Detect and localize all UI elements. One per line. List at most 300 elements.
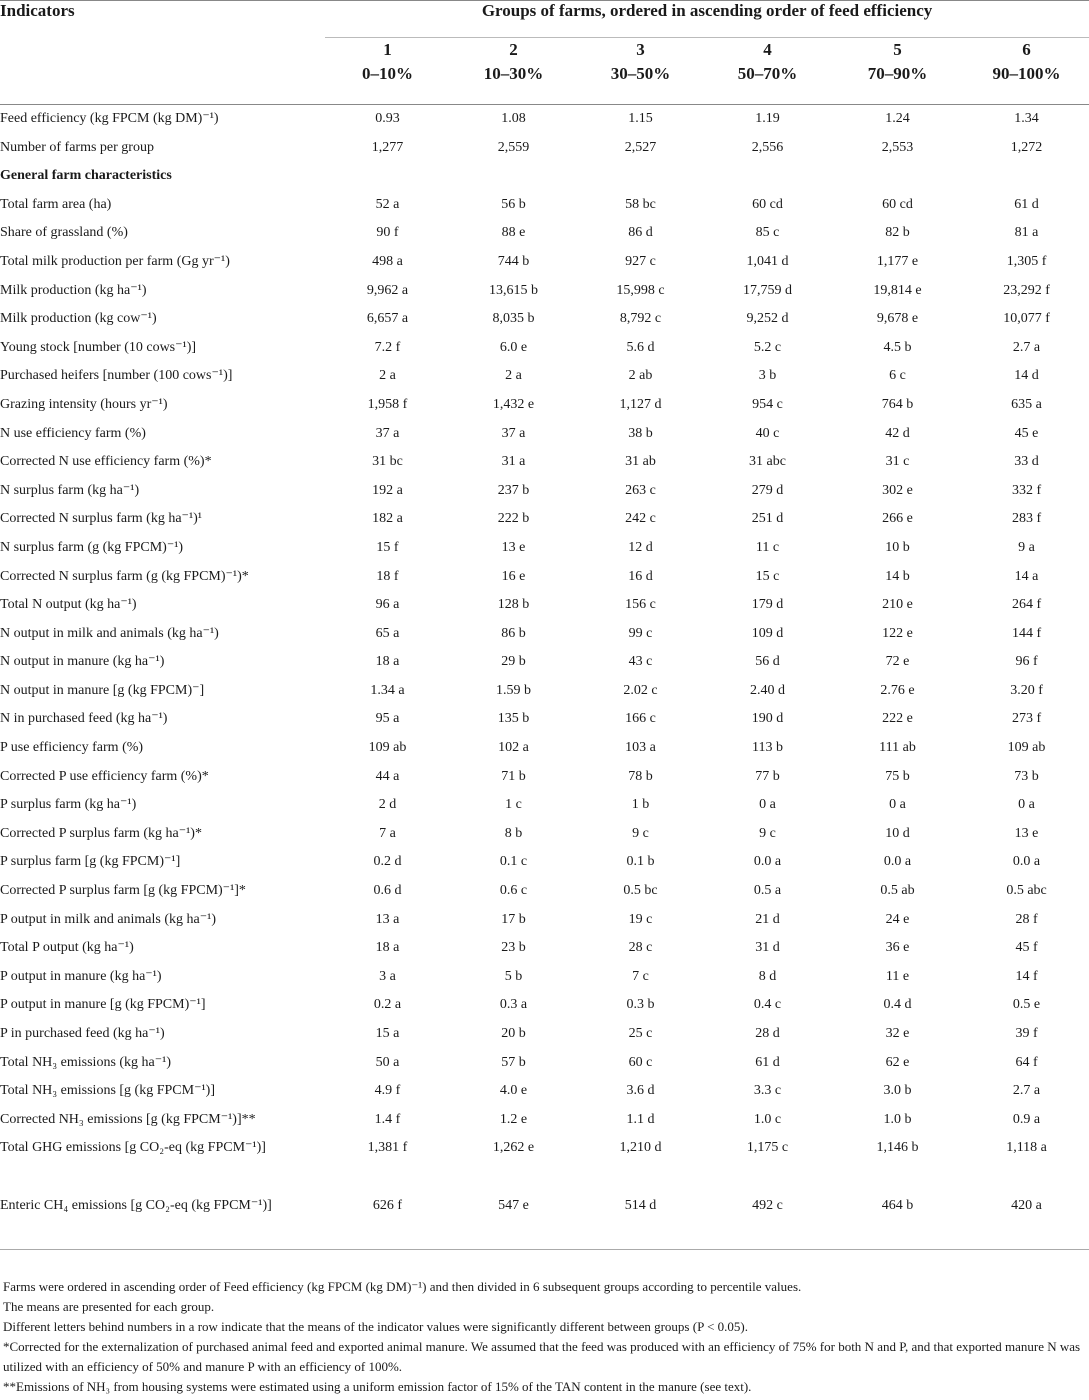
group-range: 70–90% <box>867 64 928 83</box>
indicators-header: Indicators <box>0 1 325 38</box>
group-6-value: 9 a <box>1018 539 1035 555</box>
group-6-value: 14 f <box>1015 968 1038 984</box>
group-1-value: 65 a <box>375 625 400 641</box>
group-4-value: 0 a <box>759 797 776 813</box>
group-6-value: 39 f <box>1015 1026 1038 1041</box>
group-3-value: 78 b <box>628 768 653 784</box>
group-4-value: 2.40 d <box>750 682 785 698</box>
indicator-label: Corrected N surplus farm (kg ha⁻¹)¹ <box>0 511 203 527</box>
group-3-value: 99 c <box>628 625 653 641</box>
group-header-5 <box>831 38 964 105</box>
group-1-value: 7 a <box>379 825 396 841</box>
group-4-value: 60 cd <box>752 196 783 212</box>
group-4-value: 2,556 <box>751 139 784 155</box>
group-6-value: 332 f <box>1011 482 1042 498</box>
indicator-label: N output in manure (kg ha⁻¹) <box>0 654 165 670</box>
group-1-value: 18 a <box>375 940 400 956</box>
group-2-value: 6.0 e <box>499 339 528 355</box>
group-2-value <box>450 162 577 191</box>
group-5-value: 0.0 a <box>883 854 912 870</box>
group-2-value: 102 a <box>498 740 529 756</box>
group-1-value: 626 f <box>372 1197 403 1213</box>
group-3-value: 2 ab <box>628 368 653 384</box>
group-1-value: 15 a <box>375 1026 400 1041</box>
group-header-2 <box>450 38 577 105</box>
group-4-value <box>704 162 831 191</box>
group-5-value: 2,553 <box>881 139 914 155</box>
indicator-label: N in purchased feed (kg ha⁻¹) <box>0 711 168 727</box>
note-ordering: Farms were ordered in ascending order of Feed efficiency (kg FPCM (kg DM)⁻¹) and then divided in 6 subsequent groups according to percentile values. <box>3 1279 802 1294</box>
group-5-value: 0.5 ab <box>880 883 915 899</box>
indicator-label: N surplus farm (g (kg FPCM)⁻¹) <box>0 539 184 555</box>
group-6-value: 81 a <box>1014 225 1039 241</box>
group-4-value: 1,175 c <box>746 1140 789 1156</box>
indicator-label: Corrected N surplus farm (g (kg FPCM)⁻¹)* <box>0 568 249 584</box>
group-4-value: 0.0 a <box>753 854 782 870</box>
group-2-value: 71 b <box>501 768 526 784</box>
table-row <box>0 677 1089 706</box>
group-2-value: 88 e <box>501 225 526 241</box>
group-5-value: 3.0 b <box>883 1083 912 1099</box>
table-row <box>0 505 1089 534</box>
group-3-value: 0.1 b <box>626 854 655 870</box>
group-6-value: 45 f <box>1015 940 1038 956</box>
indicator-label: P in purchased feed (kg ha⁻¹) <box>0 1026 165 1041</box>
group-2-value: 1.2 e <box>499 1111 528 1127</box>
group-5-value: 10 d <box>885 825 910 841</box>
group-2-value: 1,262 e <box>492 1140 535 1156</box>
group-1-value: 52 a <box>375 196 400 212</box>
indicator-label: Milk production (kg cow⁻¹) <box>0 311 157 327</box>
indicator-label: N use efficiency farm (%) <box>0 425 146 441</box>
indicator-label: Total P output (kg ha⁻¹) <box>0 940 134 956</box>
group-4-value: 5.2 c <box>753 339 782 355</box>
group-1-value: 1.4 f <box>374 1111 401 1127</box>
group-6-value: 264 f <box>1011 597 1042 613</box>
table-row <box>0 906 1089 935</box>
group-6-value: 0.0 a <box>1012 854 1041 870</box>
group-3-value: 0.5 bc <box>623 883 658 899</box>
indicator-label: Feed efficiency (kg FPCM (kg DM)⁻¹) <box>0 111 219 126</box>
table-row <box>0 448 1089 477</box>
group-3-value: 1,127 d <box>619 396 662 412</box>
group-2-value: 1.08 <box>501 111 526 126</box>
group-1-value: 9,962 a <box>366 282 409 298</box>
table-row <box>0 734 1089 763</box>
group-3-value: 12 d <box>628 539 653 555</box>
group-1-value: 2 d <box>378 797 397 813</box>
indicator-label: Corrected P surplus farm [g (kg FPCM)⁻¹]* <box>0 883 246 899</box>
group-6-value: 1,118 a <box>1006 1140 1047 1156</box>
note-means: The means are presented for each group. <box>3 1299 215 1314</box>
group-4-value: 21 d <box>755 911 780 927</box>
group-1-value: 192 a <box>372 482 403 498</box>
group-1-value: 3 a <box>379 968 396 984</box>
indicator-label: N surplus farm (kg ha⁻¹) <box>0 482 140 498</box>
group-number: 2 <box>509 40 518 59</box>
table-row <box>0 620 1089 649</box>
group-3-value: 514 d <box>624 1197 657 1213</box>
bottom-rule <box>0 1249 1089 1262</box>
group-3-value: 9 c <box>632 825 649 841</box>
group-4-value: 15 c <box>755 568 780 584</box>
group-4-value: 31 abc <box>749 454 786 470</box>
group-3-value: 166 c <box>625 711 656 727</box>
group-1-value: 1,958 f <box>367 396 408 412</box>
table-row <box>0 991 1089 1020</box>
table-row <box>0 877 1089 906</box>
group-4-value: 31 d <box>755 940 780 956</box>
group-1-value: 37 a <box>375 425 400 441</box>
indicator-label: N output in milk and animals (kg ha⁻¹) <box>0 625 219 641</box>
table-row <box>0 191 1089 220</box>
group-6-value: 1,305 f <box>1006 253 1047 269</box>
group-4-value: 179 d <box>751 597 784 613</box>
note-significance: Different letters behind numbers in a row indicate that the means of the indicator values were significantly different between groups (P < 0.05). <box>3 1319 748 1334</box>
group-5-value: 32 e <box>885 1026 910 1041</box>
group-3-value: 1,210 d <box>619 1140 662 1156</box>
group-4-value: 61 d <box>755 1054 780 1070</box>
group-6-value: 28 f <box>1015 911 1038 927</box>
group-4-value: 3.3 c <box>753 1083 782 1099</box>
group-2-value: 29 b <box>501 654 526 670</box>
group-1-value: 109 ab <box>368 740 407 756</box>
group-5-value: 4.5 b <box>883 339 912 355</box>
indicator-label: P use efficiency farm (%) <box>0 740 144 756</box>
group-3-value: 43 c <box>628 654 653 670</box>
indicator-label: Corrected N use efficiency farm (%)* <box>0 454 212 470</box>
group-2-value: 237 b <box>497 482 530 498</box>
group-3-value: 28 c <box>628 940 653 956</box>
indicator-label: Share of grassland (%) <box>0 225 128 241</box>
table-row <box>0 591 1089 620</box>
group-5-value: 111 ab <box>879 740 916 756</box>
group-range: 90–100% <box>992 64 1061 83</box>
group-5-value: 1,177 e <box>876 253 919 269</box>
group-2-value: 31 a <box>501 454 526 470</box>
group-number: 3 <box>636 40 645 59</box>
group-3-value: 1 b <box>631 797 650 813</box>
group-4-value: 1.0 c <box>753 1111 782 1127</box>
table-row <box>0 791 1089 820</box>
group-3-value: 2,527 <box>624 139 657 155</box>
group-4-value: 190 d <box>751 711 784 727</box>
table-row <box>0 563 1089 592</box>
group-number: 5 <box>893 40 902 59</box>
group-2-value: 56 b <box>501 196 526 212</box>
table-row <box>0 305 1089 334</box>
group-3-value: 7 c <box>632 968 649 984</box>
group-6-value: 420 a <box>1011 1197 1042 1213</box>
group-5-value: 222 e <box>882 711 913 727</box>
group-3-value: 0.3 b <box>626 997 655 1013</box>
group-2-value: 37 a <box>501 425 526 441</box>
group-3-value: 103 a <box>625 740 656 756</box>
group-6-value: 45 e <box>1014 425 1039 441</box>
table-row <box>0 162 1089 191</box>
group-2-value: 0.1 c <box>499 854 528 870</box>
group-5-value: 42 d <box>885 425 910 441</box>
group-3-value: 156 c <box>625 597 656 613</box>
group-3-value: 263 c <box>625 482 656 498</box>
indicator-label: Enteric CH₄ emissions [g CO₂-eq (kg FPCM⁻¹)] <box>0 1197 272 1213</box>
table-notes <box>3 1277 1087 1397</box>
indicator-label: P surplus farm (kg ha⁻¹) <box>0 797 137 813</box>
indicator-label: P output in milk and animals (kg ha⁻¹) <box>0 911 216 927</box>
table-row <box>0 362 1089 391</box>
group-5-value: 210 e <box>882 597 913 613</box>
group-1-value: 7.2 f <box>374 339 401 355</box>
group-3-value: 927 c <box>625 253 656 269</box>
group-2-value: 8,035 b <box>492 311 535 327</box>
group-1-value: 44 a <box>375 768 400 784</box>
group-2-value: 23 b <box>501 940 526 956</box>
group-2-value: 13 e <box>501 539 526 555</box>
group-2-value: 128 b <box>497 597 530 613</box>
group-2-value: 16 e <box>501 568 526 584</box>
group-1-value: 96 a <box>375 597 400 613</box>
group-4-value: 954 c <box>752 396 783 412</box>
indicator-label: P output in manure (kg ha⁻¹) <box>0 968 162 984</box>
group-4-value: 109 d <box>751 625 784 641</box>
group-4-value: 9 c <box>759 825 776 841</box>
group-2-value: 1 c <box>505 797 522 813</box>
indicator-label: Total N output (kg ha⁻¹) <box>0 597 137 613</box>
group-4-value: 492 c <box>752 1197 783 1213</box>
group-5-value: 60 cd <box>882 196 913 212</box>
group-2-value: 5 b <box>504 968 523 984</box>
group-2-value: 2,559 <box>497 139 530 155</box>
group-1-value: 1,381 f <box>367 1140 408 1156</box>
group-1-value: 0.2 a <box>373 997 402 1013</box>
group-header-1 <box>325 38 450 105</box>
group-1-value: 1.34 a <box>370 682 405 698</box>
table-row <box>0 648 1089 677</box>
table-row <box>0 1134 1089 1191</box>
group-1-value: 13 a <box>375 911 400 927</box>
group-5-value: 2.76 e <box>880 682 915 698</box>
indicator-label: P surplus farm [g (kg FPCM)⁻¹] <box>0 854 181 870</box>
group-3-value: 242 c <box>625 511 656 527</box>
table-row <box>0 420 1089 449</box>
table-row <box>0 1106 1089 1135</box>
indicator-label: Corrected P surplus farm (kg ha⁻¹)* <box>0 825 202 841</box>
group-4-value: 1,041 d <box>746 253 789 269</box>
group-4-value: 85 c <box>755 225 780 241</box>
group-3-value: 86 d <box>628 225 653 241</box>
group-range: 30–50% <box>610 64 671 83</box>
table-row <box>0 1020 1089 1049</box>
group-5-value: 1.0 b <box>883 1111 912 1127</box>
group-6-value: 0 a <box>1018 797 1035 813</box>
group-2-value: 547 e <box>498 1197 529 1213</box>
table-row <box>0 105 1089 134</box>
group-5-value: 11 e <box>885 968 910 984</box>
group-range: 0–10% <box>362 64 413 83</box>
group-6-value: 33 d <box>1014 454 1039 470</box>
group-5-value: 10 b <box>885 539 910 555</box>
group-3-value: 25 c <box>628 1026 653 1041</box>
indicator-label: Number of farms per group <box>0 139 154 155</box>
group-1-value: 0.93 <box>375 111 400 126</box>
indicator-label: Corrected NH₃ emissions [g (kg FPCM⁻¹)]** <box>0 1111 256 1127</box>
group-2-value: 0.6 c <box>499 883 528 899</box>
indicator-label: Grazing intensity (hours yr⁻¹) <box>0 396 168 412</box>
group-3-value <box>577 162 704 191</box>
group-6-value: 0.5 e <box>1012 997 1041 1013</box>
table-row <box>0 1049 1089 1078</box>
group-1-value: 6,657 a <box>366 311 409 327</box>
table-row <box>0 534 1089 563</box>
group-4-value: 279 d <box>751 482 784 498</box>
group-range: 10–30% <box>483 64 544 83</box>
group-1-value: 31 bc <box>372 454 403 470</box>
group-header-3 <box>577 38 704 105</box>
group-4-value: 40 c <box>755 425 780 441</box>
table-row <box>0 848 1089 877</box>
group-1-value: 1,277 <box>371 139 404 155</box>
group-header-4 <box>704 38 831 105</box>
group-6-value: 13 e <box>1014 825 1039 841</box>
group-6-value: 2.7 a <box>1012 1083 1041 1099</box>
group-3-value: 5.6 d <box>626 339 655 355</box>
group-1-value: 0.6 d <box>373 883 402 899</box>
group-1-value: 18 a <box>375 654 400 670</box>
group-3-value: 1.15 <box>628 111 653 126</box>
group-4-value: 0.5 a <box>753 883 782 899</box>
group-3-value: 1.1 d <box>626 1111 655 1127</box>
group-5-value: 0 a <box>889 797 906 813</box>
group-5-value: 82 b <box>885 225 910 241</box>
group-number: 6 <box>1022 40 1031 59</box>
group-5-value: 24 e <box>885 911 910 927</box>
group-4-value: 56 d <box>755 654 780 670</box>
group-2-value: 57 b <box>501 1054 526 1070</box>
group-number: 1 <box>383 40 392 59</box>
table-row <box>0 963 1089 992</box>
group-2-value: 20 b <box>501 1026 526 1041</box>
group-5-value: 36 e <box>885 940 910 956</box>
table-row <box>0 391 1089 420</box>
group-5-value: 1,146 b <box>876 1140 919 1156</box>
group-1-value: 2 a <box>379 368 396 384</box>
group-2-value: 8 b <box>504 825 523 841</box>
table-row <box>0 1192 1089 1250</box>
group-1-value: 15 f <box>376 539 399 555</box>
group-1-value: 182 a <box>372 511 403 527</box>
indicator-label: Young stock [number (10 cows⁻¹)] <box>0 339 197 355</box>
group-5-value: 6 c <box>889 368 906 384</box>
group-6-value: 273 f <box>1011 711 1042 727</box>
group-3-value: 38 b <box>628 425 653 441</box>
group-4-value: 113 b <box>752 740 783 756</box>
groups-header: Groups of farms, ordered in ascending order of feed efficiency <box>325 1 1089 38</box>
group-3-value: 60 c <box>628 1054 653 1070</box>
table-row <box>0 763 1089 792</box>
group-6-value: 61 d <box>1014 196 1039 212</box>
group-2-value: 1.59 b <box>496 682 531 698</box>
group-6-value: 23,292 f <box>1003 282 1050 298</box>
indicator-label: Total GHG emissions [g CO₂-eq (kg FPCM⁻¹)] <box>0 1140 266 1156</box>
table-row <box>0 1077 1089 1106</box>
group-number: 4 <box>763 40 772 59</box>
group-6-value: 2.7 a <box>1012 339 1041 355</box>
indicator-label: Total NH₃ emissions [g (kg FPCM⁻¹)] <box>0 1083 215 1099</box>
group-5-value: 9,678 e <box>876 311 919 327</box>
group-range: 50–70% <box>737 64 798 83</box>
group-6-value: 283 f <box>1011 511 1042 527</box>
group-5-value: 764 b <box>881 396 914 412</box>
group-3-value: 58 bc <box>625 196 656 212</box>
group-1-value: 18 f <box>376 568 399 584</box>
note-correction: *Corrected for the externalization of purchased animal feed and exported animal manure. We assumed that the feed was produced with an efficiency of 75% for both N and P, and that exported manure N was utilized with an efficiency of 50% and manure P with an efficiency of 100%. <box>3 1339 1081 1374</box>
table-row <box>0 248 1089 277</box>
group-4-value: 28 d <box>755 1026 780 1041</box>
group-5-value: 0.4 d <box>883 997 912 1013</box>
group-2-value: 17 b <box>501 911 526 927</box>
note-nh3: **Emissions of NH₃ from housing systems were estimated using a uniform emission factor of 15% of the TAN content in the manure (see text). <box>3 1379 752 1394</box>
group-5-value: 122 e <box>882 625 913 641</box>
group-4-value: 1.19 <box>755 111 780 126</box>
group-4-value: 17,759 d <box>743 282 792 298</box>
group-5-value <box>831 162 964 191</box>
group-4-value: 3 b <box>758 368 777 384</box>
indicator-label: Purchased heifers [number (100 cows⁻¹)] <box>0 368 233 384</box>
group-3-value: 31 ab <box>625 454 656 470</box>
group-4-value: 251 d <box>751 511 784 527</box>
group-1-value: 90 f <box>376 225 399 241</box>
group-4-value: 77 b <box>755 768 780 784</box>
group-header-6 <box>964 38 1089 105</box>
table-row <box>0 277 1089 306</box>
table-row <box>0 705 1089 734</box>
group-6-value: 14 d <box>1014 368 1039 384</box>
table-body <box>0 105 1089 1250</box>
group-2-value: 0.3 a <box>499 997 528 1013</box>
table-row <box>0 820 1089 849</box>
table-row <box>0 334 1089 363</box>
group-5-value: 302 e <box>882 482 913 498</box>
table-row <box>0 934 1089 963</box>
group-2-value: 86 b <box>501 625 526 641</box>
group-3-value: 15,998 c <box>616 282 665 298</box>
group-1-value: 4.9 f <box>374 1083 401 1099</box>
table-row <box>0 134 1089 163</box>
group-6-value: 3.20 f <box>1010 682 1043 698</box>
indicator-label: Total milk production per farm (Gg yr⁻¹) <box>0 253 230 269</box>
group-6-value: 96 f <box>1015 654 1038 670</box>
group-3-value: 2.02 c <box>623 682 658 698</box>
indicator-label: Milk production (kg ha⁻¹) <box>0 282 147 298</box>
group-5-value: 75 b <box>885 768 910 784</box>
group-6-value: 0.5 abc <box>1006 883 1047 899</box>
group-3-value: 16 d <box>628 568 653 584</box>
group-5-value: 14 b <box>885 568 910 584</box>
indicator-label: N output in manure [g (kg FPCM)⁻] <box>0 682 205 698</box>
group-1-value: 95 a <box>375 711 400 727</box>
group-2-value: 222 b <box>497 511 530 527</box>
indicator-label: General farm characteristics <box>0 168 172 184</box>
group-6-value: 14 a <box>1014 568 1039 584</box>
indicator-label: Total farm area (ha) <box>0 196 112 212</box>
group-6-value: 144 f <box>1011 625 1042 641</box>
group-1-value: 498 a <box>372 253 403 269</box>
group-4-value: 9,252 d <box>746 311 789 327</box>
group-4-value: 0.4 c <box>753 997 782 1013</box>
group-2-value: 744 b <box>497 253 530 269</box>
group-4-value: 11 c <box>755 539 780 555</box>
indicator-label: Total NH₃ emissions (kg ha⁻¹) <box>0 1054 172 1070</box>
